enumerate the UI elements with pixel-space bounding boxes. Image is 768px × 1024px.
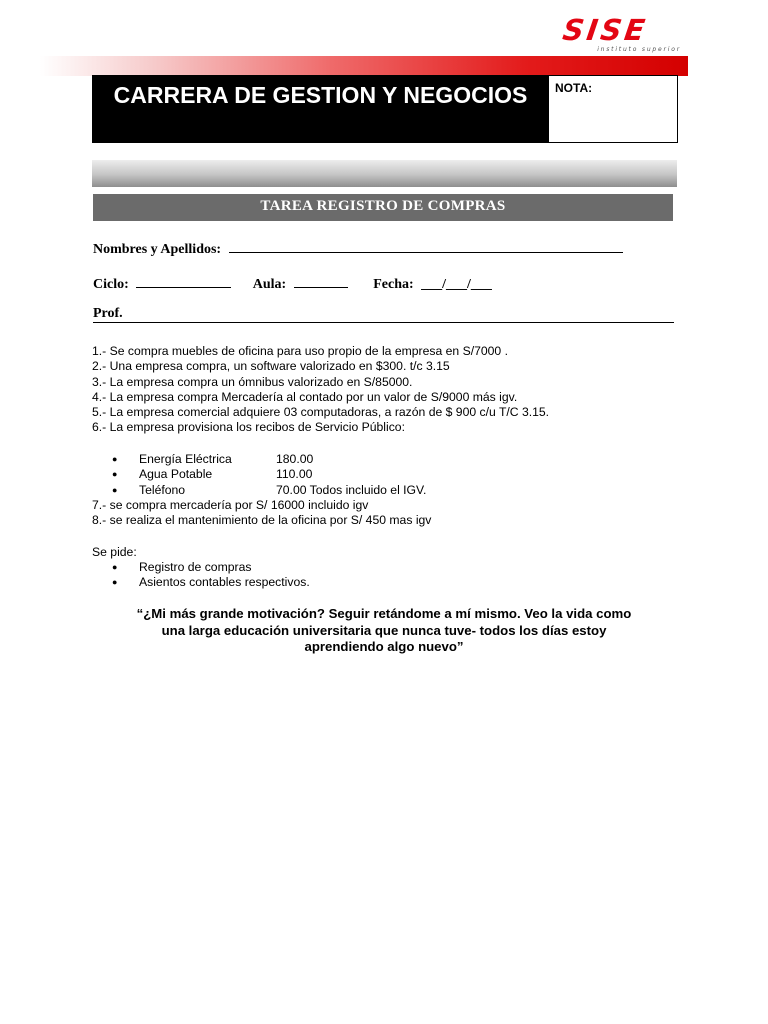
services-list [112,452,426,498]
title-box [92,75,678,143]
grade-field [548,76,677,142]
bullet-icon: ● [112,469,118,480]
quote-line: “¿Mi más grande motivación? Seguir retándome a mí mismo. Veo la vida como [136,606,632,621]
nota-label: NOTA: [555,81,593,95]
requirements-list [112,560,310,591]
service-label: Teléfono [139,482,186,497]
prof-field [93,306,123,322]
list-item: 3.- La empresa compra un ómnibus valorizado en S/85000. [92,374,413,389]
logo-name: SISE [560,13,650,47]
decorative-gradient-bar [92,160,677,187]
sise-logo [560,13,681,53]
task-items [92,344,549,436]
names-field [93,238,623,258]
career-title: CARRERA DE GESTION Y NEGOCIOS [93,76,548,142]
list-item: 2.- Una empresa compra, un software valorizado en $300. t/c 3.15 [92,359,450,374]
service-amount: 110.00 [276,467,313,482]
fecha-slots: ___/___/___ [421,277,492,292]
service-amount: 180.00 [276,452,314,466]
service-amount: 70.00 Todos incluido el IGV. [276,482,427,497]
aula-blank [294,273,348,288]
service-label: Energía Eléctrica [139,452,232,466]
se-pide-label: Se pide: [92,545,137,559]
list-item: 8.- se realiza el mantenimiento de la oficina por S/ 450 mas igv [92,513,432,528]
ciclo-blank [136,273,231,288]
list-item: 1.- Se compra muebles de oficina para uso propio de la empresa en S/7000 . [92,344,508,358]
bullet-icon: ● [112,562,118,572]
quote-line: aprendiendo algo nuevo” [304,639,464,654]
task-items-continued [92,498,431,529]
list-item [112,560,310,575]
list-item: 5.- La empresa comercial adquiere 03 computadoras, a razón de $ 900 c/u T/C 3.15. [92,405,550,420]
list-item: 7.- se compra mercadería por S/ 16000 incluido igv [92,498,369,512]
bullet-icon: ● [112,454,118,464]
prof-blank [93,322,674,323]
fecha-label: Fecha: [373,277,414,292]
service-label: Agua Potable [139,467,213,482]
ciclo-label: Ciclo: [93,277,129,292]
quote-line: una larga educación universitaria que nunca tuve- todos los días estoy [161,622,607,638]
list-item [112,452,426,467]
bullet-icon: ● [112,577,118,588]
list-item [112,483,426,498]
list-item: 6.- La empresa provisiona los recibos de Servicio Público: [92,420,405,435]
header-stripe [40,56,688,76]
list-item [112,467,426,482]
prof-label: Prof. [93,306,123,321]
task-title: TAREA REGISTRO DE COMPRAS [93,194,673,221]
logo-tagline: instituto superior [597,46,681,53]
aula-label: Aula: [252,277,287,292]
list-item [112,575,310,590]
list-item: 4.- La empresa compra Mercadería al contado por un valor de S/9000 más igv. [92,389,518,404]
ciclo-aula-fecha-row [93,273,492,293]
requirement-label: Registro de compras [139,560,252,574]
names-label: Nombres y Apellidos: [93,242,222,257]
motivational-quote [100,606,668,656]
bullet-icon: ● [112,484,118,495]
names-blank [229,238,623,253]
requirement-label: Asientos contables respectivos. [139,575,310,590]
